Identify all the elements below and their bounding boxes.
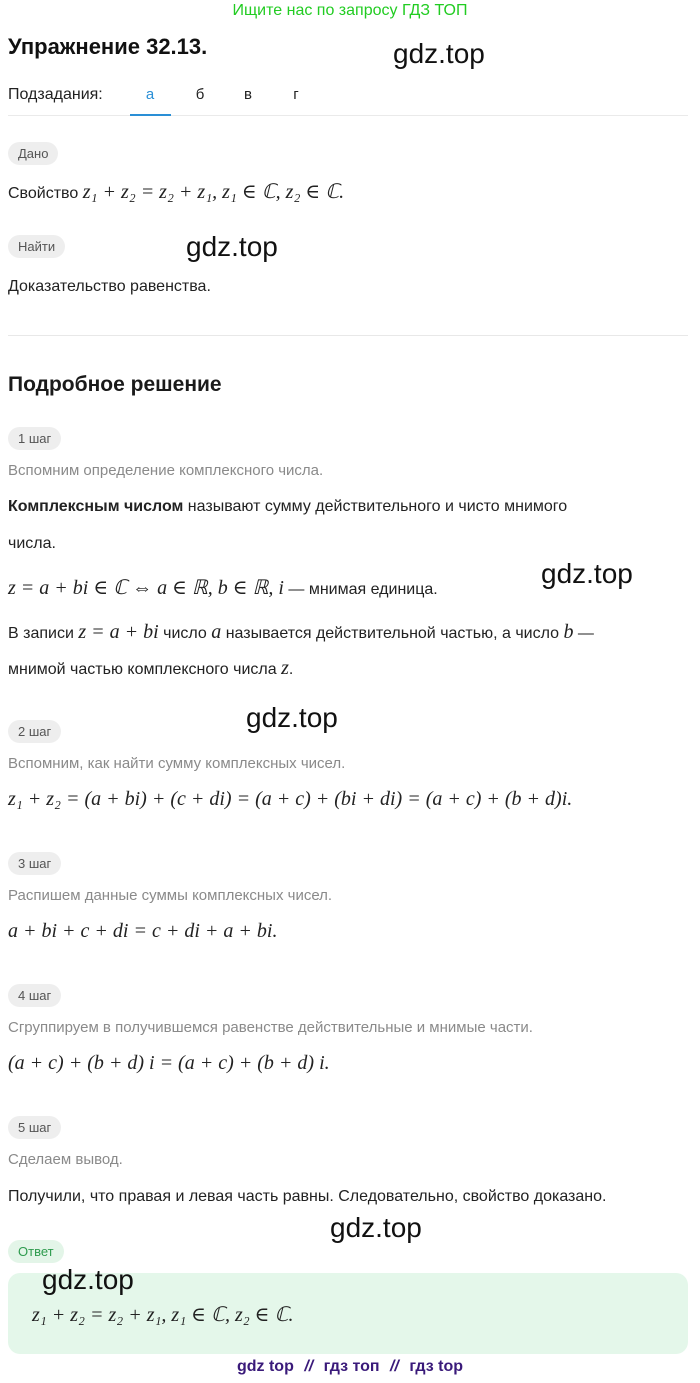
notation-math: z = a + bi — [78, 621, 159, 643]
given-text: Свойство — [8, 185, 79, 202]
active-tab-indicator — [130, 114, 171, 116]
page-title: Упражнение 32.13. — [8, 34, 208, 59]
step-chip: 3 шаг — [8, 852, 61, 875]
notation-text: — — [573, 625, 594, 642]
notation-text: . — [288, 661, 294, 678]
imaginary-unit-text: — мнимая единица. — [283, 581, 438, 598]
definition-term: Комплексным числом — [8, 498, 184, 515]
definition-line — [8, 496, 688, 518]
footer-link[interactable]: гдз топ — [323, 1358, 380, 1375]
tabs-divider — [8, 115, 688, 116]
step-chip: 4 шаг — [8, 984, 61, 1007]
step-hint: Сгруппируем в получившемся равенстве действительные и мнимые части. — [8, 1019, 533, 1036]
step-chip: 2 шаг — [8, 720, 61, 743]
notation-math: a — [211, 621, 222, 643]
subtasks-label: Подзадания: — [8, 86, 103, 103]
tab-b[interactable]: б — [195, 86, 205, 103]
solution-heading: Подробное решение — [8, 373, 222, 396]
given-chip: Дано — [8, 142, 58, 165]
footer-separator: // — [389, 1358, 399, 1375]
notation-text: В записи — [8, 625, 79, 642]
definition-line-2: числа. — [8, 535, 56, 552]
notation-text: число — [158, 625, 212, 642]
search-banner: Ищите нас по запросу ГДЗ ТОП — [232, 2, 468, 19]
given-line — [8, 181, 344, 205]
find-text: Доказательство равенства. — [8, 278, 211, 295]
find-chip: Найти — [8, 235, 65, 258]
watermark: gdz.top — [541, 558, 633, 589]
step-hint: Распишем данные суммы комплексных чисел. — [8, 887, 333, 904]
footer-link[interactable]: gdz top — [236, 1358, 294, 1375]
grouped-formula: (a + c) + (b + d) i = (a + c) + (b + d) i. — [8, 1052, 330, 1074]
answer-chip: Ответ — [8, 1240, 64, 1263]
given-math: z₁ + z₂ = z₂ + z₁, z₁ ∈ ℂ, z₂ ∈ ℂ. — [82, 181, 345, 203]
step-hint: Вспомним определение комплексного числа. — [8, 462, 324, 479]
step-hint: Сделаем вывод. — [8, 1151, 123, 1168]
footer-link[interactable]: гдз top — [409, 1358, 464, 1375]
definition-rest: называют сумму действительного и чисто мнимого — [183, 498, 568, 515]
subtasks-bar — [8, 86, 688, 118]
watermark: gdz.top — [330, 1212, 422, 1243]
notation-text: мнимой частью комплексного числа — [8, 661, 282, 678]
answer-math: z₁ + z₂ = z₂ + z₁, z₁ ∈ ℂ, z₂ ∈ ℂ. — [32, 1304, 294, 1326]
step-chip: 1 шаг — [8, 427, 61, 450]
tab-g[interactable]: г — [293, 86, 299, 103]
definition-formula — [8, 575, 438, 601]
watermark: gdz.top — [246, 702, 338, 733]
expanded-formula: a + bi + c + di = c + di + a + bi. — [8, 920, 278, 942]
tab-a[interactable]: а — [145, 86, 155, 103]
notation-text: называется действительной частью, а число — [221, 625, 564, 642]
watermark: gdz.top — [393, 38, 485, 69]
complex-formula: z = a + bi ∈ ℂ ⇔ a ∈ ℝ, b ∈ ℝ, i — [8, 577, 284, 599]
notation-line-2 — [8, 657, 293, 681]
step-hint: Вспомним, как найти сумму комплексных чисел. — [8, 755, 346, 772]
notation-math: z — [281, 657, 289, 679]
watermark: gdz.top — [186, 231, 278, 262]
section-divider — [8, 335, 688, 336]
step-chip: 5 шаг — [8, 1116, 61, 1139]
notation-line — [8, 621, 693, 645]
footer-separator: // — [304, 1358, 314, 1375]
conclusion-text: Получили, что правая и левая часть равны. Следовательно, свойство доказано. — [8, 1188, 607, 1205]
notation-math: b — [563, 621, 574, 643]
watermark: gdz.top — [42, 1264, 134, 1295]
tab-v[interactable]: в — [244, 86, 252, 103]
footer-links — [0, 1358, 700, 1376]
sum-formula: z₁ + z₂ = (a + bi) + (c + di) = (a + c) + (bi + di) = (a + c) + (b + d)i. — [8, 788, 573, 810]
